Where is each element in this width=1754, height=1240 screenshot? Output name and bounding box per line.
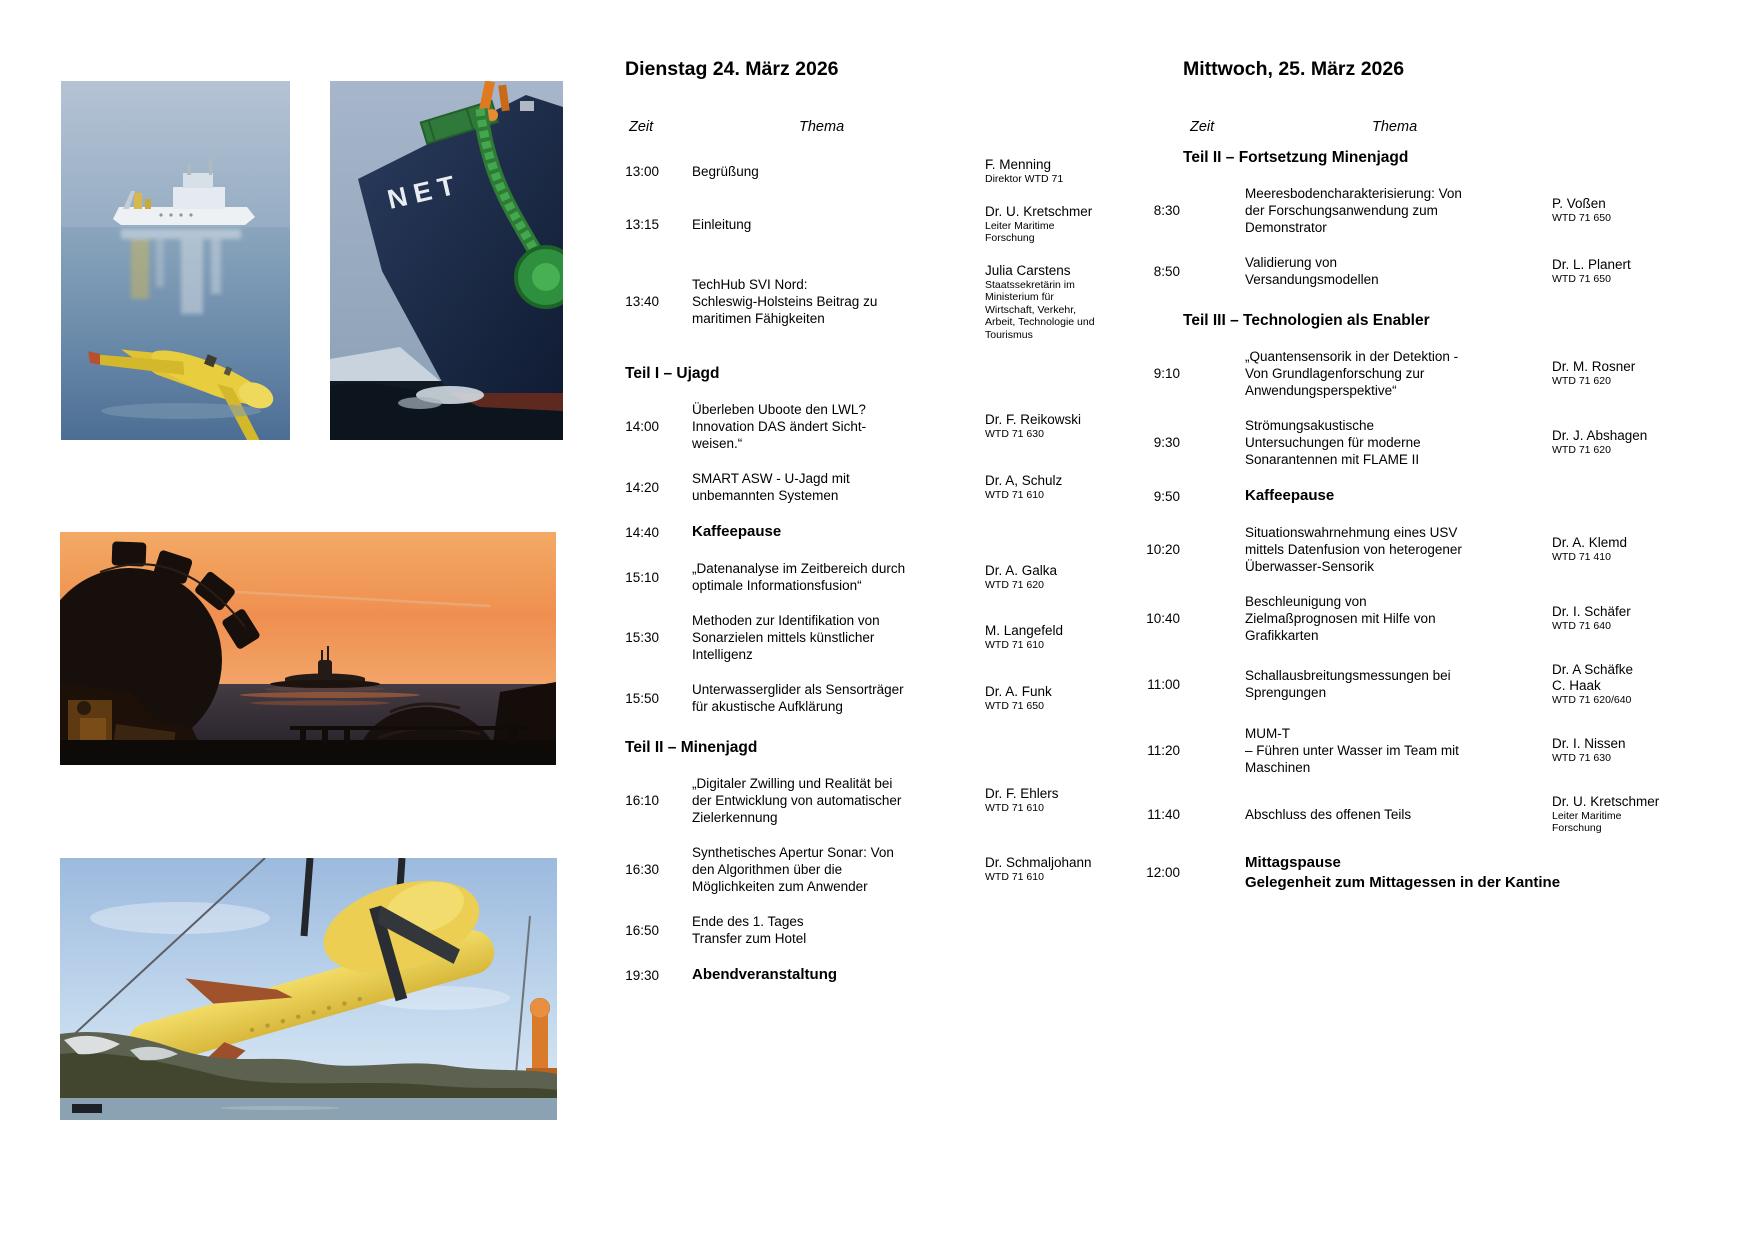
agenda-speaker bbox=[1552, 196, 1722, 225]
agenda-topic-line: Sprengungen bbox=[1245, 685, 1327, 701]
speaker-affiliation: Tourismus bbox=[985, 328, 1033, 341]
agenda-row bbox=[1112, 254, 1722, 288]
agenda-topic bbox=[1245, 417, 1552, 468]
agenda-topic-line: Ende des 1. Tages bbox=[692, 914, 804, 929]
agenda-time: 16:10 bbox=[625, 793, 659, 808]
agenda-topic-line: TechHub SVI Nord: bbox=[692, 277, 808, 293]
speaker-name: Dr. A. Galka bbox=[985, 562, 1058, 578]
agenda-time: 9:10 bbox=[1153, 366, 1180, 381]
agenda-topic-line: „Digitaler Zwilling und Realität bei bbox=[692, 776, 893, 791]
photo-ship-stern-art bbox=[330, 81, 563, 440]
zeit-heading: Zeit bbox=[1190, 119, 1215, 135]
agenda-speaker bbox=[1552, 662, 1722, 707]
agenda-time: 15:30 bbox=[625, 630, 659, 645]
speaker-affiliation: WTD 71 620 bbox=[985, 578, 1044, 591]
agenda-time: 9:30 bbox=[1153, 435, 1180, 450]
agenda-topic-line: Schallausbreitungsmessungen bei bbox=[1245, 668, 1451, 684]
agenda-topic bbox=[692, 612, 985, 663]
photo-sunset-submarine bbox=[60, 532, 556, 765]
speaker-affiliation: WTD 71 610 bbox=[985, 802, 1044, 815]
agenda-topic-line: Zielerkennung bbox=[692, 810, 778, 825]
speaker-name: Julia Carstens bbox=[985, 262, 1071, 278]
agenda-topic-line: Strömungsakustische bbox=[1245, 418, 1375, 433]
agenda-time: 10:20 bbox=[1146, 542, 1180, 557]
speaker-affiliation: Leiter Maritime bbox=[1552, 809, 1622, 822]
agenda-topic bbox=[1245, 254, 1552, 288]
agenda-topic-line: Unterwasserglider als Sensorträger bbox=[692, 682, 904, 697]
agenda-topic-line: optimale Informationsfusion“ bbox=[692, 578, 862, 593]
agenda-topic bbox=[1245, 667, 1552, 701]
agenda-topic-line: Kaffeepause bbox=[1245, 487, 1335, 504]
agenda-row bbox=[577, 470, 1187, 504]
speaker-name: Dr. L. Planert bbox=[1552, 256, 1631, 272]
speaker-name: Dr. I. Schäfer bbox=[1552, 604, 1631, 620]
agenda-time: 10:40 bbox=[1146, 611, 1180, 626]
agenda-speaker bbox=[1552, 794, 1722, 835]
agenda-topic-line: Einleitung bbox=[692, 216, 752, 232]
speaker-affiliation: WTD 71 650 bbox=[985, 699, 1044, 712]
agenda-topic-line: mittels Datenfusion von heterogener bbox=[1245, 542, 1462, 557]
agenda-topic bbox=[1245, 348, 1552, 399]
photo-ship-stern-net bbox=[330, 81, 563, 440]
agenda-row bbox=[577, 681, 1187, 715]
thema-heading: Thema bbox=[799, 119, 845, 135]
speaker-name: Dr. M. Rosner bbox=[1552, 359, 1636, 375]
agenda-row bbox=[577, 560, 1187, 594]
speaker-affiliation: Staatssekretärin im bbox=[985, 278, 1075, 291]
day-title: Mittwoch, 25. März 2026 bbox=[1183, 58, 1405, 80]
speaker-name: C. Haak bbox=[1552, 678, 1601, 693]
speaker-affiliation: WTD 71 650 bbox=[1552, 212, 1611, 225]
agenda-speaker bbox=[1552, 604, 1722, 633]
agenda-time: 13:15 bbox=[625, 216, 659, 232]
speaker-affiliation: Forschung bbox=[985, 232, 1035, 244]
speaker-name: Dr. U. Kretschmer bbox=[985, 203, 1093, 219]
speaker-affiliation: Forschung bbox=[1552, 822, 1602, 834]
agenda-topic bbox=[1245, 725, 1552, 776]
section-header: Teil II – Fortsetzung Minenjagd bbox=[1183, 149, 1409, 166]
agenda-time: 8:30 bbox=[1153, 203, 1180, 218]
stern-name-label: NET bbox=[384, 168, 465, 215]
agenda-row bbox=[577, 965, 1187, 985]
agenda-topic bbox=[1245, 853, 1561, 893]
zeit-heading: Zeit bbox=[629, 119, 654, 135]
agenda-row bbox=[1112, 417, 1722, 468]
speaker-name: Dr. F. Reikowski bbox=[985, 412, 1082, 428]
column-headings bbox=[577, 119, 1187, 137]
agenda-speaker bbox=[1552, 257, 1722, 286]
photo-sunset-art bbox=[60, 532, 556, 765]
agenda-list bbox=[577, 157, 1187, 985]
speaker-name: Dr. A. Klemd bbox=[1552, 535, 1628, 551]
agenda-topic-line: Sonarzielen mittels künstlicher bbox=[692, 630, 875, 645]
agenda-speaker bbox=[1552, 736, 1722, 765]
agenda-row bbox=[577, 844, 1187, 895]
agenda-topic-line: Von Grundlagenforschung zur bbox=[1245, 366, 1425, 381]
agenda-time: 13:40 bbox=[625, 294, 659, 310]
speaker-name: P. Voßen bbox=[1552, 196, 1606, 212]
agenda-row bbox=[1112, 348, 1722, 399]
speaker-name: F. Menning bbox=[985, 157, 1052, 172]
agenda-topic-line: Innovation DAS ändert Sicht- bbox=[692, 419, 867, 434]
agenda-topic-line: Anwendungsperspektive“ bbox=[1245, 383, 1397, 398]
agenda-topic bbox=[692, 560, 985, 594]
agenda-topic-line: Maschinen bbox=[1245, 759, 1311, 775]
agenda-topic bbox=[692, 965, 985, 985]
photo-research-vessel-glider bbox=[61, 81, 290, 440]
agenda-topic-line: Synthetisches Apertur Sonar: Von bbox=[692, 845, 894, 860]
speaker-affiliation: Arbeit, Technologie und bbox=[985, 316, 1095, 328]
agenda-topic-line: Situationswahrnehmung eines USV bbox=[1245, 525, 1458, 540]
day-title: Dienstag 24. März 2026 bbox=[625, 58, 839, 80]
speaker-affiliation: WTD 71 620/640 bbox=[1552, 694, 1632, 706]
agenda-topic-line: Möglichkeiten zum Anwender bbox=[692, 879, 868, 894]
speaker-affiliation: WTD 71 650 bbox=[1552, 272, 1611, 285]
agenda-topic-line: Gelegenheit zum Mittagessen in der Kantine bbox=[1245, 873, 1561, 891]
agenda-row bbox=[1112, 486, 1722, 506]
agenda-topic-line: SMART ASW - U-Jagd mit bbox=[692, 471, 850, 486]
agenda-topic-line: Abendveranstaltung bbox=[692, 966, 838, 983]
agenda-topic-line: unbemannten Systemen bbox=[692, 488, 839, 503]
thema-heading: Thema bbox=[1372, 119, 1418, 135]
agenda-time: 11:40 bbox=[1147, 806, 1180, 822]
photo-auv-hoist-fjord bbox=[60, 858, 557, 1120]
agenda-row bbox=[577, 157, 1187, 186]
agenda-topic-line: Mittagspause bbox=[1245, 853, 1341, 871]
agenda-topic-line: „Datenanalyse im Zeitbereich durch bbox=[692, 561, 906, 576]
agenda-time: 14:40 bbox=[625, 524, 659, 540]
photo-research-vessel-glider-art bbox=[61, 81, 290, 440]
agenda-topic-line: Beschleunigung von bbox=[1245, 594, 1367, 609]
agenda-row bbox=[1112, 853, 1722, 893]
agenda-topic bbox=[1245, 806, 1552, 823]
speaker-name: Dr. Schmaljohann bbox=[985, 855, 1092, 871]
agenda-topic-line: Methoden zur Identifikation von bbox=[692, 613, 880, 628]
agenda-topic-line: Intelligenz bbox=[692, 647, 753, 662]
agenda-topic bbox=[692, 401, 985, 452]
speaker-name: Dr. U. Kretschmer bbox=[1552, 793, 1660, 809]
agenda-time: 15:50 bbox=[625, 690, 659, 706]
agenda-row bbox=[577, 204, 1187, 245]
speaker-name: M. Langefeld bbox=[985, 623, 1064, 639]
agenda-time: 12:00 bbox=[1146, 865, 1180, 880]
agenda-topic-line: für akustische Aufklärung bbox=[692, 699, 843, 714]
agenda-topic bbox=[1245, 593, 1552, 644]
section-header: Teil II – Minenjagd bbox=[625, 739, 758, 756]
agenda-row bbox=[1112, 524, 1722, 575]
speaker-affiliation: WTD 71 630 bbox=[985, 428, 1044, 441]
agenda-time: 14:00 bbox=[625, 419, 659, 434]
agenda-time: 19:30 bbox=[625, 967, 659, 983]
agenda-topic-line: Überwasser-Sensorik bbox=[1245, 559, 1375, 574]
agenda-time: 16:30 bbox=[625, 862, 659, 877]
speaker-affiliation: WTD 71 610 bbox=[985, 488, 1044, 501]
agenda-speaker bbox=[1552, 535, 1722, 564]
agenda-topic bbox=[1245, 185, 1552, 236]
agenda-time: 14:20 bbox=[625, 479, 659, 495]
agenda-time: 11:20 bbox=[1147, 742, 1180, 758]
agenda-row bbox=[577, 522, 1187, 542]
agenda-topic-line: Transfer zum Hotel bbox=[692, 931, 807, 946]
agenda-topic-line: Meeresbodencharakterisierung: Von bbox=[1245, 186, 1462, 201]
agenda-topic-line: Grafikkarten bbox=[1245, 628, 1319, 643]
speaker-name: Dr. A. Funk bbox=[985, 683, 1052, 699]
agenda-topic bbox=[1245, 486, 1552, 506]
section-header: Teil I – Ujagd bbox=[625, 365, 720, 382]
agenda-topic bbox=[692, 844, 985, 895]
agenda-row bbox=[577, 913, 1187, 947]
agenda-time: 15:10 bbox=[625, 569, 659, 585]
speaker-affiliation: WTD 71 630 bbox=[1552, 751, 1611, 764]
speaker-affiliation: WTD 71 620 bbox=[1552, 375, 1611, 388]
day-column-mittwoch bbox=[1112, 58, 1722, 893]
column-headings bbox=[1112, 119, 1722, 137]
agenda-row bbox=[1112, 593, 1722, 644]
photo-auv-art bbox=[60, 858, 557, 1120]
agenda-topic-line: Zielmaßprognosen mit Hilfe von bbox=[1245, 611, 1436, 626]
agenda-topic-line: Abschluss des offenen Teils bbox=[1245, 806, 1412, 822]
agenda-time: 13:00 bbox=[625, 163, 659, 179]
speaker-affiliation: Wirtschaft, Verkehr, bbox=[985, 303, 1077, 316]
agenda-topic-line: Begrüßung bbox=[692, 163, 759, 179]
agenda-topic bbox=[692, 216, 985, 233]
agenda-time: 9:50 bbox=[1153, 488, 1180, 504]
agenda-topic bbox=[692, 276, 985, 327]
agenda-topic bbox=[692, 470, 985, 504]
agenda-topic bbox=[692, 775, 985, 826]
speaker-name: Dr. J. Abshagen bbox=[1552, 428, 1648, 444]
agenda-speaker bbox=[1552, 428, 1722, 457]
agenda-list bbox=[1112, 149, 1722, 893]
agenda-topic-line: Kaffeepause bbox=[692, 523, 782, 540]
agenda-time: 16:50 bbox=[625, 922, 659, 938]
agenda-topic-line: MUM-T bbox=[1245, 725, 1290, 741]
agenda-topic-line: „Quantensensorik in der Detektion - bbox=[1245, 349, 1459, 364]
speaker-name: Dr. A, Schulz bbox=[985, 472, 1063, 488]
agenda-topic-line: Überleben Uboote den LWL? bbox=[692, 402, 866, 417]
speaker-affiliation: Leiter Maritime bbox=[985, 219, 1055, 232]
speaker-affiliation: WTD 71 610 bbox=[985, 871, 1044, 884]
agenda-topic bbox=[692, 913, 985, 947]
speaker-affiliation: Ministerium für bbox=[985, 291, 1054, 303]
agenda-topic bbox=[1245, 524, 1552, 575]
agenda-topic-line: – Führen unter Wasser im Team mit bbox=[1245, 742, 1459, 758]
agenda-speaker bbox=[1552, 359, 1722, 388]
agenda-topic-line: Sonarantennen mit FLAME II bbox=[1245, 452, 1420, 467]
speaker-affiliation: Direktor WTD 71 bbox=[985, 173, 1064, 185]
agenda-time: 8:50 bbox=[1153, 263, 1180, 279]
agenda-time: 11:00 bbox=[1147, 676, 1180, 692]
agenda-topic-line: Untersuchungen für moderne bbox=[1245, 435, 1421, 450]
agenda-row bbox=[1112, 185, 1722, 236]
agenda-topic bbox=[692, 163, 985, 180]
agenda-row bbox=[577, 263, 1187, 342]
agenda-topic-line: Validierung von bbox=[1245, 255, 1338, 270]
speaker-name: Dr. A Schäfke bbox=[1552, 662, 1634, 677]
agenda-topic-line: den Algorithmen über die bbox=[692, 862, 843, 877]
agenda-row bbox=[1112, 725, 1722, 776]
agenda-row bbox=[1112, 794, 1722, 835]
agenda-topic-line: Schleswig-Holsteins Beitrag zu bbox=[692, 294, 878, 310]
agenda-row bbox=[577, 401, 1187, 452]
speaker-affiliation: WTD 71 610 bbox=[985, 639, 1044, 652]
agenda-row bbox=[577, 612, 1187, 663]
speaker-affiliation: WTD 71 620 bbox=[1552, 444, 1611, 457]
agenda-topic-line: maritimen Fähigkeiten bbox=[692, 311, 825, 327]
speaker-affiliation: WTD 71 410 bbox=[1552, 551, 1611, 564]
section-header: Teil III – Technologien als Enabler bbox=[1183, 312, 1430, 329]
agenda-row bbox=[577, 775, 1187, 826]
agenda-topic-line: der Forschungsanwendung zum bbox=[1245, 203, 1438, 218]
agenda-row bbox=[1112, 662, 1722, 707]
speaker-affiliation: WTD 71 640 bbox=[1552, 620, 1611, 633]
agenda-topic-line: der Entwicklung von automatischer bbox=[692, 793, 902, 808]
speaker-name: Dr. I. Nissen bbox=[1552, 735, 1626, 751]
day-column-dienstag bbox=[577, 58, 1187, 985]
agenda-topic-line: Versandungsmodellen bbox=[1245, 272, 1379, 287]
agenda-topic bbox=[692, 681, 985, 715]
agenda-topic bbox=[692, 522, 985, 542]
agenda-topic-line: Demonstrator bbox=[1245, 220, 1327, 235]
speaker-name: Dr. F. Ehlers bbox=[985, 786, 1059, 802]
agenda-topic-line: weisen.“ bbox=[692, 436, 743, 451]
